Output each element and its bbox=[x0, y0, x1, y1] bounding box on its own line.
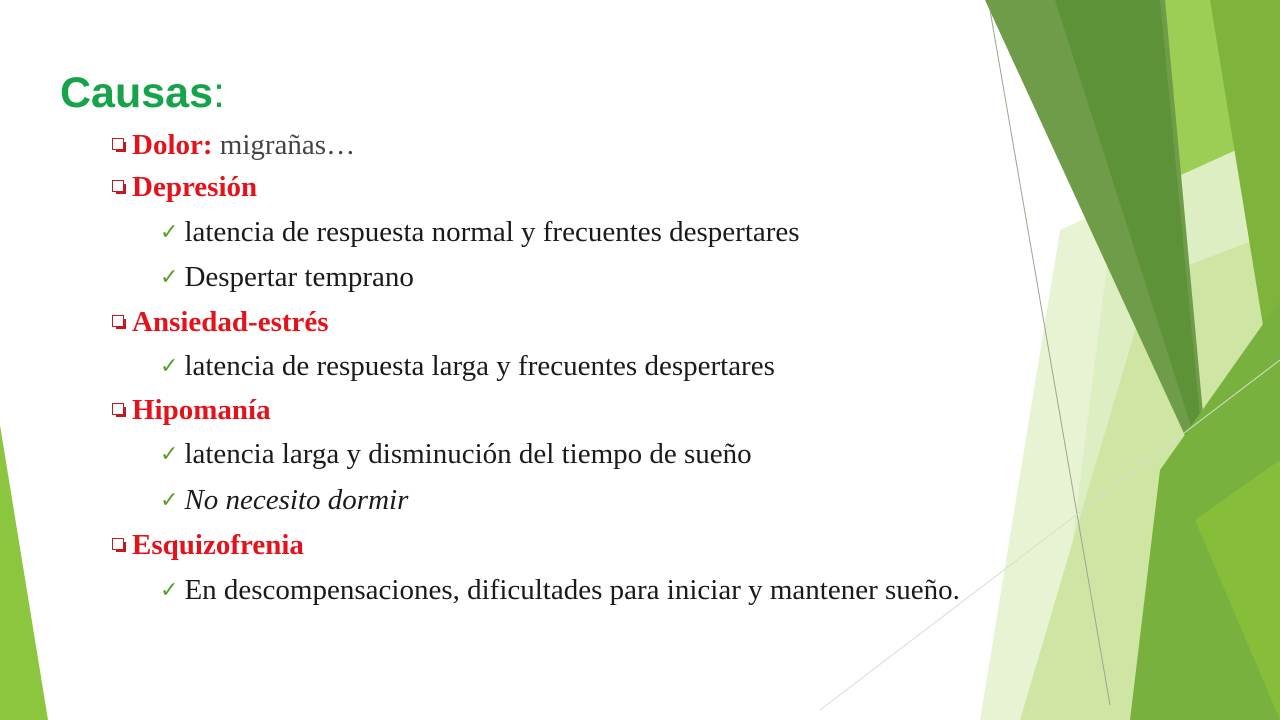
check-mark-icon: ✓ bbox=[160, 487, 179, 512]
bullet-dolor bbox=[112, 125, 355, 165]
title-text: Causas bbox=[60, 69, 213, 117]
subbullet-item bbox=[160, 434, 752, 474]
bullet-text: migrañas… bbox=[212, 129, 356, 161]
title-colon: : bbox=[212, 69, 225, 117]
bullet-heading: Hipomanía bbox=[132, 394, 271, 426]
slide-title bbox=[60, 66, 225, 120]
check-mark-icon: ✓ bbox=[160, 219, 179, 244]
subbullet-item bbox=[160, 480, 408, 520]
subbullet-text: Despertar temprano bbox=[184, 261, 414, 293]
bullet-heading: Ansiedad-estrés bbox=[132, 306, 329, 338]
bullet-esquizofrenia bbox=[112, 525, 304, 565]
hollow-square-bullet-icon bbox=[112, 538, 126, 552]
subbullet-text: En descompensaciones, dificultades para iniciar y mantener sueño. bbox=[184, 574, 960, 606]
subbullet-item bbox=[160, 212, 800, 252]
subbullet-item bbox=[160, 570, 960, 610]
bullet-heading: Esquizofrenia bbox=[132, 529, 304, 561]
hollow-square-bullet-icon bbox=[112, 180, 126, 194]
check-mark-icon: ✓ bbox=[160, 353, 179, 378]
subbullet-item bbox=[160, 346, 775, 386]
check-mark-icon: ✓ bbox=[160, 264, 179, 289]
bullet-hipomania bbox=[112, 390, 271, 430]
subbullet-text: latencia larga y disminución del tiempo de sueño bbox=[184, 438, 752, 470]
subbullet-text: No necesito dormir bbox=[184, 484, 409, 516]
hollow-square-bullet-icon bbox=[112, 138, 126, 152]
subbullet-text: latencia de respuesta normal y frecuentes despertares bbox=[184, 216, 800, 248]
check-mark-icon: ✓ bbox=[160, 577, 179, 602]
bullet-heading: Dolor: bbox=[132, 129, 213, 161]
bullet-heading: Depresión bbox=[132, 171, 258, 203]
hollow-square-bullet-icon bbox=[112, 315, 126, 329]
subbullet-item bbox=[160, 257, 414, 297]
bullet-ansiedad bbox=[112, 302, 329, 342]
bullet-depresion bbox=[112, 167, 257, 207]
subbullet-text: latencia de respuesta larga y frecuentes despertares bbox=[184, 350, 775, 382]
check-mark-icon: ✓ bbox=[160, 441, 179, 466]
hollow-square-bullet-icon bbox=[112, 403, 126, 417]
